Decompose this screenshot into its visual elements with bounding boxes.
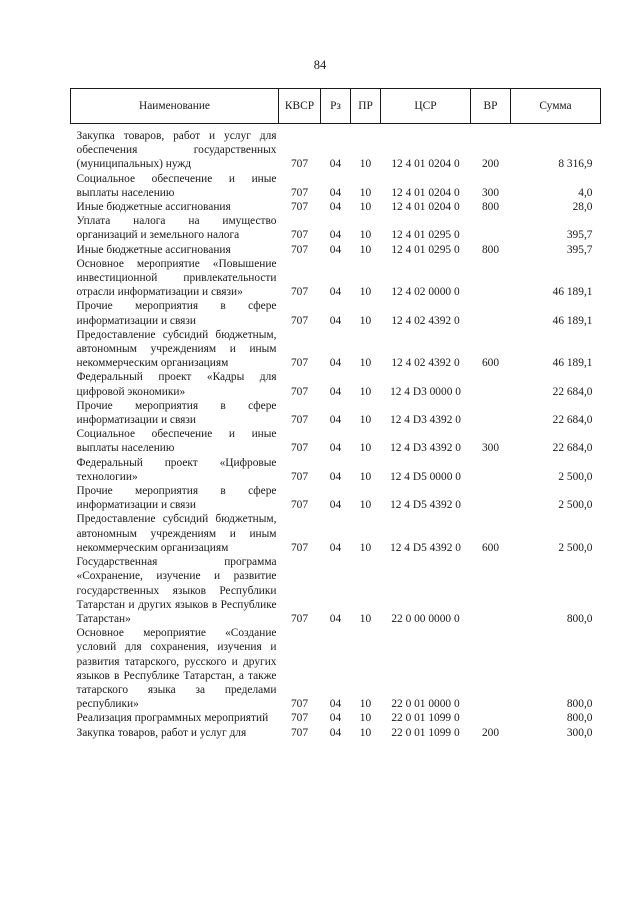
row-kvsr: 707	[290, 314, 309, 327]
row-pr: 10	[359, 712, 372, 725]
row-rz: 04	[329, 499, 342, 512]
row-vr: 800	[481, 243, 500, 256]
table-row	[71, 711, 601, 725]
row-csr: 12 4 01 0204 0	[391, 158, 460, 171]
row-kvsr: 707	[290, 229, 309, 242]
row-sum: 46 189,1	[552, 286, 593, 299]
row-csr: 12 4 01 0204 0	[391, 186, 460, 199]
row-pr: 10	[359, 158, 372, 171]
row-vr	[471, 399, 511, 427]
row-rz: 04	[329, 243, 342, 256]
row-pr: 10	[359, 286, 372, 299]
row-sum: 800,0	[566, 698, 593, 711]
row-pr: 10	[359, 499, 372, 512]
row-name: Федеральный проект «Кадры для цифровой экономики»	[76, 371, 277, 398]
row-csr: 12 4 01 0204 0	[391, 201, 460, 214]
row-csr: 22 0 01 0000 0	[391, 698, 460, 711]
row-vr	[471, 555, 511, 626]
row-rz: 04	[329, 414, 342, 427]
row-rz: 04	[329, 612, 342, 625]
row-name: Основное мероприятие «Создание условий для сохранения, изучения и развития татарского, русского и других языков в Республике Татарстан, а также татарского языка за пределами республики»	[76, 627, 277, 711]
row-rz: 04	[329, 314, 342, 327]
row-pr: 10	[359, 612, 372, 625]
row-name: Закупка товаров, работ и услуг для	[76, 726, 247, 739]
row-rz: 04	[329, 357, 342, 370]
row-rz: 04	[329, 698, 342, 711]
header-name: Наименование	[71, 89, 279, 124]
row-pr: 10	[359, 229, 372, 242]
row-kvsr: 707	[290, 712, 309, 725]
row-sum: 395,7	[566, 229, 593, 242]
header-pr: ПР	[351, 89, 381, 124]
table-row	[71, 124, 601, 172]
row-sum: 800,0	[566, 612, 593, 625]
row-sum: 28,0	[572, 201, 593, 214]
row-name: Предоставление субсидий бюджетным, автономным учреждениям и иным некоммерческим организациям	[76, 513, 277, 554]
row-sum: 395,7	[566, 243, 593, 256]
table-row	[71, 370, 601, 398]
row-sum: 2 500,0	[558, 499, 593, 512]
row-name: Закупка товаров, работ и услуг для обеспечения государственных (муниципальных) нужд	[76, 130, 277, 171]
row-kvsr: 707	[290, 470, 309, 483]
row-vr	[471, 214, 511, 242]
row-csr: 12 4 D3 0000 0	[390, 385, 461, 398]
header-row	[71, 89, 601, 124]
row-name: Предоставление субсидий бюджетным, автономным учреждениям и иным некоммерческим организациям	[76, 328, 277, 370]
row-kvsr: 707	[290, 541, 309, 554]
row-pr: 10	[359, 470, 372, 483]
row-kvsr: 707	[290, 442, 309, 455]
row-csr: 22 0 01 1099 0	[391, 712, 460, 725]
row-sum: 22 684,0	[552, 442, 593, 455]
row-kvsr: 707	[290, 385, 309, 398]
row-csr: 12 4 01 0295 0	[391, 243, 460, 256]
row-csr: 22 0 00 0000 0	[391, 612, 460, 625]
row-sum: 22 684,0	[552, 414, 593, 427]
row-kvsr: 707	[290, 201, 309, 214]
row-rz: 04	[329, 186, 342, 199]
row-rz: 04	[329, 726, 342, 739]
row-rz: 04	[329, 286, 342, 299]
row-sum: 2 500,0	[558, 541, 593, 554]
row-kvsr: 707	[290, 243, 309, 256]
row-pr: 10	[359, 243, 372, 256]
row-pr: 10	[359, 726, 372, 739]
row-name: Реализация программных мероприятий	[76, 712, 269, 725]
table-row	[71, 172, 601, 200]
table-row	[71, 456, 601, 484]
row-csr: 12 4 02 4392 0	[391, 357, 460, 370]
row-pr: 10	[359, 414, 372, 427]
row-vr: 300	[481, 186, 500, 199]
table-row	[71, 257, 601, 300]
row-kvsr: 707	[290, 414, 309, 427]
table-row	[71, 214, 601, 242]
row-sum: 800,0	[566, 712, 593, 725]
row-name: Прочие мероприятия в сфере информатизации и связи	[76, 300, 277, 327]
row-vr: 200	[481, 726, 500, 739]
row-csr: 12 4 D5 0000 0	[390, 470, 461, 483]
row-sum: 46 189,1	[552, 314, 593, 327]
row-csr: 12 4 01 0295 0	[391, 229, 460, 242]
row-rz: 04	[329, 201, 342, 214]
table-body	[71, 124, 601, 740]
row-pr: 10	[359, 186, 372, 199]
row-name: Прочие мероприятия в сфере информатизации и связи	[76, 485, 277, 512]
row-kvsr: 707	[290, 158, 309, 171]
row-csr: 12 4 D5 4392 0	[390, 499, 461, 512]
table-row	[71, 200, 601, 214]
table-row	[71, 484, 601, 512]
row-sum: 22 684,0	[552, 385, 593, 398]
table-row	[71, 512, 601, 555]
page-number: 84	[313, 58, 327, 72]
row-name: Прочие мероприятия в сфере информатизации и связи	[76, 399, 277, 427]
row-vr: 800	[481, 201, 500, 214]
row-name: Государственная программа «Сохранение, изучение и развитие государственных языков Республики Татарстан и других языков в Республике Татарстан»	[76, 556, 277, 625]
row-vr: 600	[481, 541, 500, 554]
row-rz: 04	[329, 229, 342, 242]
row-vr: 300	[481, 442, 500, 455]
row-pr: 10	[359, 442, 372, 455]
row-csr: 12 4 02 4392 0	[391, 314, 460, 327]
row-kvsr: 707	[290, 357, 309, 370]
row-sum: 46 189,1	[552, 357, 593, 370]
row-rz: 04	[329, 385, 342, 398]
row-pr: 10	[359, 541, 372, 554]
table-row	[71, 328, 601, 371]
row-pr: 10	[359, 357, 372, 370]
row-rz: 04	[329, 158, 342, 171]
row-pr: 10	[359, 385, 372, 398]
row-kvsr: 707	[290, 698, 309, 711]
row-name: Социальное обеспечение и иные выплаты населению	[76, 428, 277, 455]
header-vr: ВР	[471, 89, 511, 124]
row-pr: 10	[359, 698, 372, 711]
row-vr	[471, 711, 511, 725]
row-pr: 10	[359, 314, 372, 327]
row-pr: 10	[359, 201, 372, 214]
row-vr	[471, 370, 511, 398]
row-csr: 12 4 02 0000 0	[391, 286, 460, 299]
table-row	[71, 626, 601, 711]
row-kvsr: 707	[290, 499, 309, 512]
table-row	[71, 243, 601, 257]
row-vr	[471, 299, 511, 327]
row-csr: 12 4 D3 4392 0	[390, 442, 461, 455]
row-name: Уплата налога на имущество организаций и земельного налога	[76, 215, 277, 242]
header-rz: Рз	[321, 89, 351, 124]
row-rz: 04	[329, 470, 342, 483]
row-kvsr: 707	[290, 726, 309, 739]
header-sum: Сумма	[511, 89, 601, 124]
row-sum: 4,0	[578, 186, 593, 199]
row-vr: 200	[481, 158, 500, 171]
row-name: Социальное обеспечение и иные выплаты населению	[76, 172, 277, 199]
row-vr: 600	[481, 357, 500, 370]
table-row	[71, 299, 601, 327]
row-kvsr: 707	[290, 286, 309, 299]
row-vr	[471, 456, 511, 484]
row-sum: 2 500,0	[558, 470, 593, 483]
row-kvsr: 707	[290, 186, 309, 199]
row-rz: 04	[329, 712, 342, 725]
row-name: Федеральный проект «Цифровые технологии»	[76, 456, 277, 483]
row-sum: 300,0	[566, 726, 593, 739]
header-csr: ЦСР	[381, 89, 471, 124]
row-name: Иные бюджетные ассигнования	[76, 201, 231, 214]
row-vr	[471, 484, 511, 512]
row-name: Иные бюджетные ассигнования	[76, 243, 231, 256]
row-name: Основное мероприятие «Повышение инвестиционной привлекательности отрасли информатизации и связи»	[76, 257, 277, 299]
row-sum: 8 316,9	[558, 158, 593, 171]
row-vr	[471, 257, 511, 300]
table-row	[71, 726, 601, 740]
row-rz: 04	[329, 541, 342, 554]
row-kvsr: 707	[290, 612, 309, 625]
table-row	[71, 399, 601, 427]
table-row	[71, 555, 601, 626]
row-rz: 04	[329, 442, 342, 455]
budget-table	[70, 88, 601, 740]
row-csr: 12 4 D5 4392 0	[390, 541, 461, 554]
table-row	[71, 427, 601, 455]
row-vr	[471, 626, 511, 711]
header-kvsr: КВСР	[279, 89, 321, 124]
row-csr: 12 4 D3 4392 0	[390, 414, 461, 427]
table-header	[71, 89, 601, 124]
row-csr: 22 0 01 1099 0	[391, 726, 460, 739]
